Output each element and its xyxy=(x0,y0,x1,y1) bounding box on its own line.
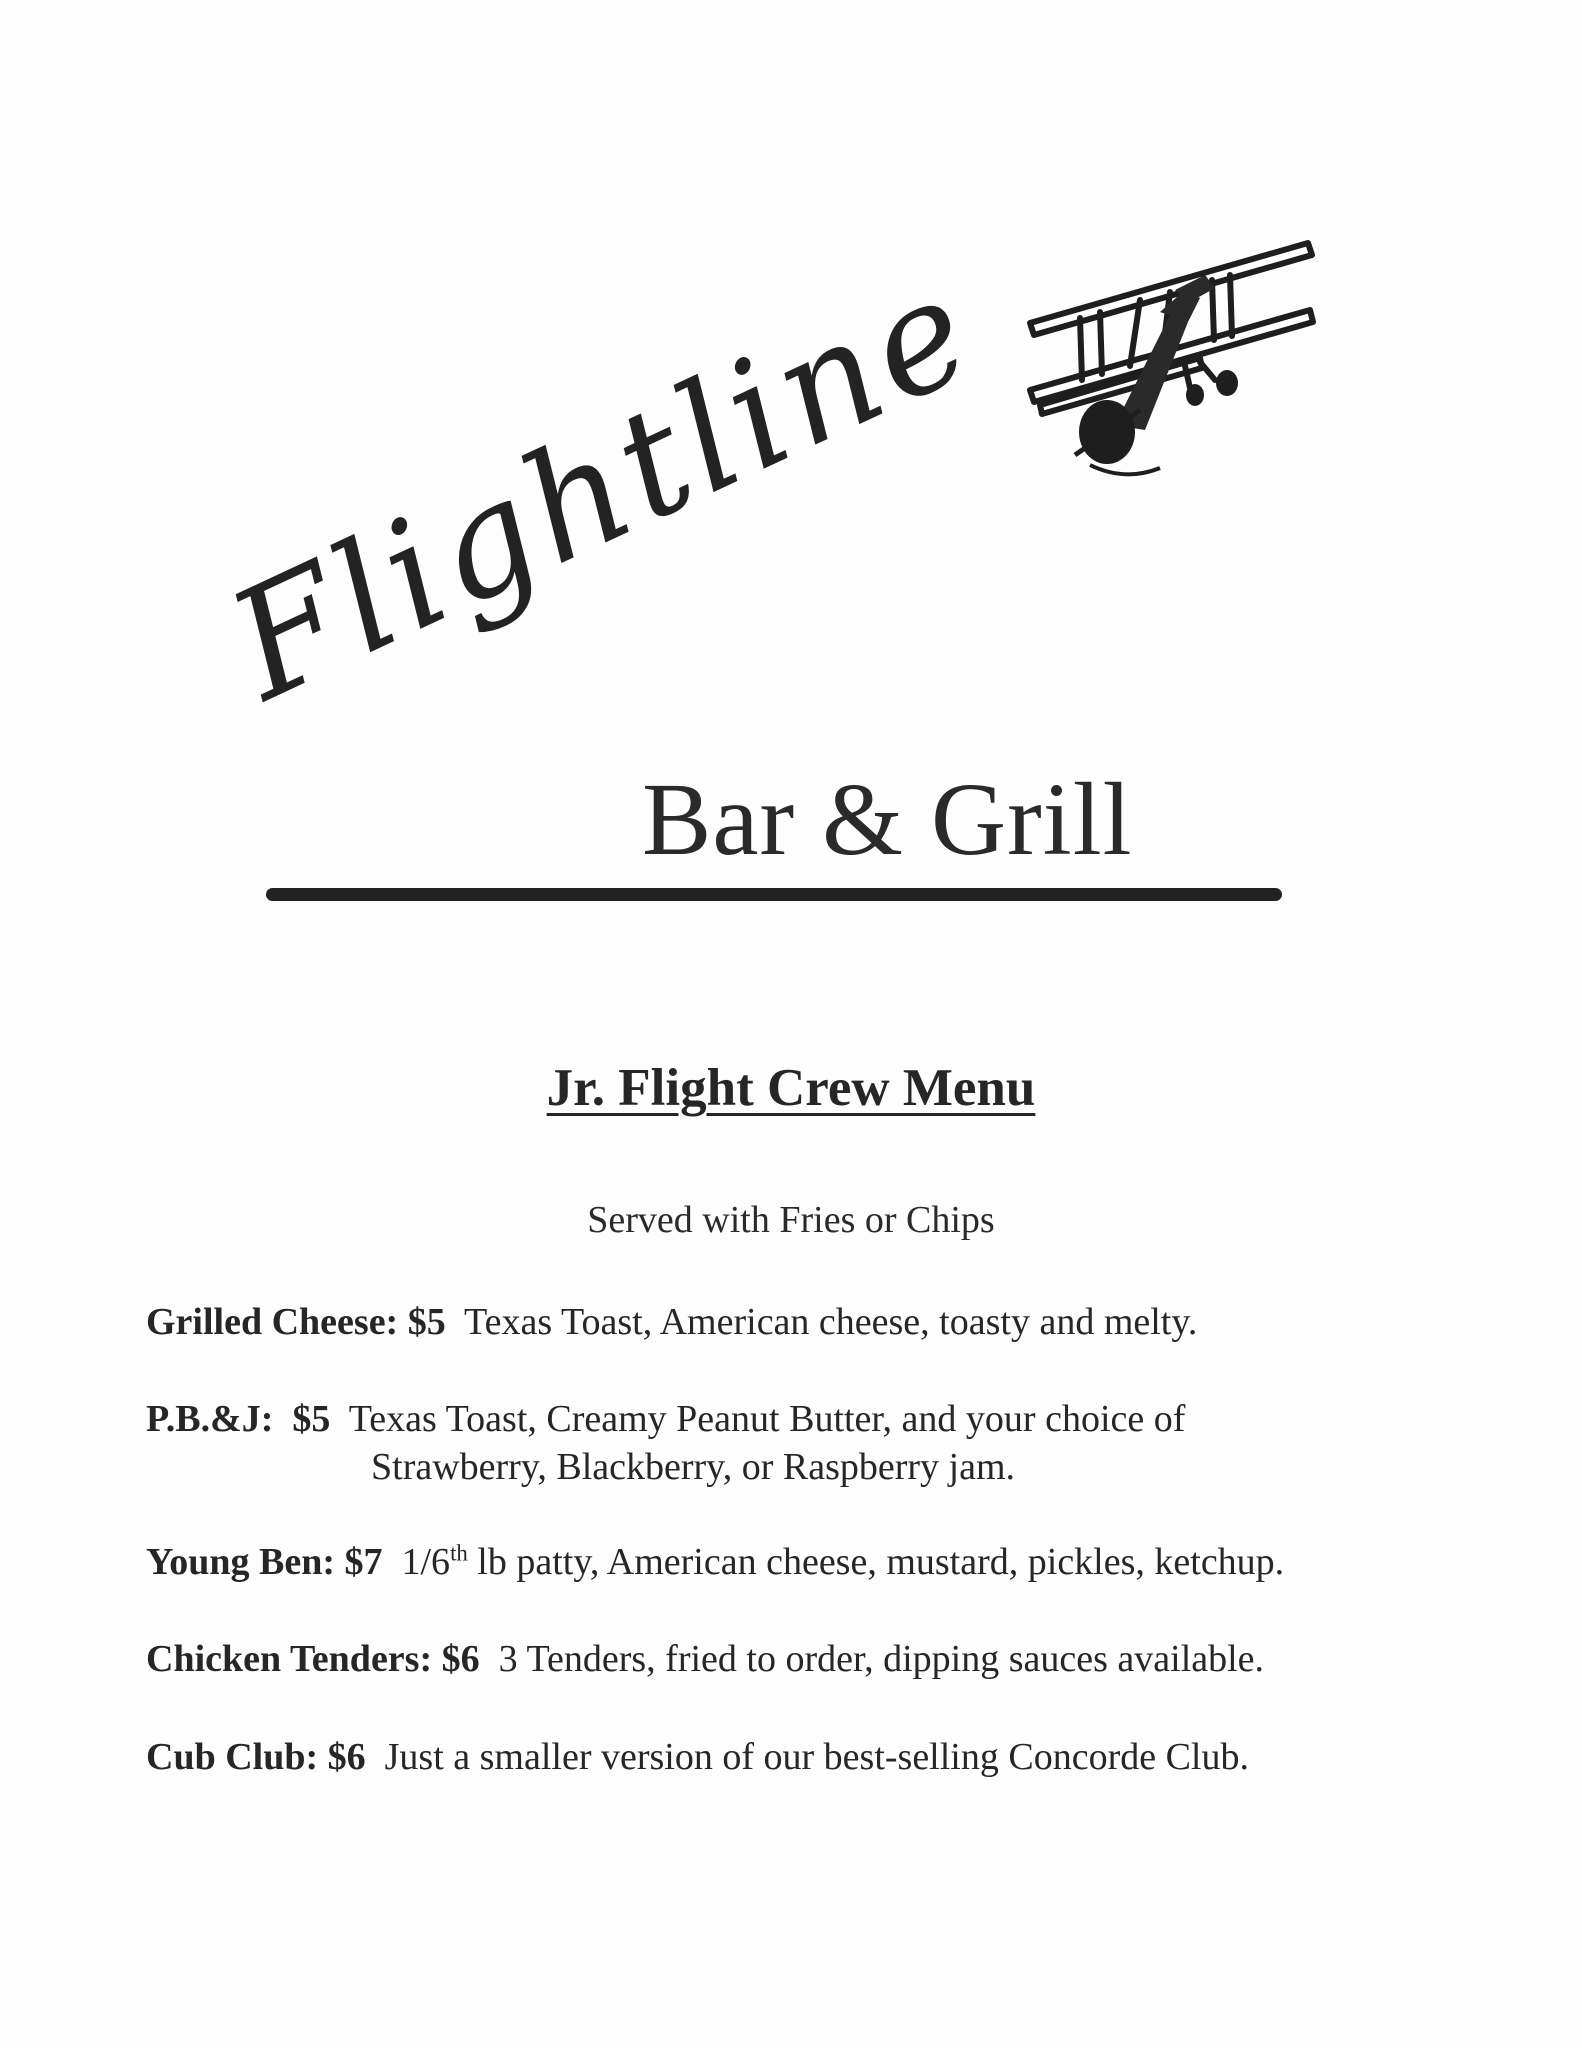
item-price: $5 xyxy=(292,1398,331,1440)
menu-title-text: Jr. Flight Crew Menu xyxy=(546,1059,1036,1117)
item-description: Texas Toast, Creamy Peanut Butter, and your choice of xyxy=(348,1398,1186,1440)
logo-underline xyxy=(266,888,1282,901)
menu-item-chicken-tenders xyxy=(146,1637,1264,1681)
item-name: Young Ben: xyxy=(146,1541,335,1583)
item-description-continued: Strawberry, Blackberry, or Raspberry jam. xyxy=(371,1446,1016,1488)
menu-subtitle: Served with Fries or Chips xyxy=(587,1199,995,1241)
menu-item-grilled-cheese xyxy=(146,1300,1197,1344)
item-description: Texas Toast, American cheese, toasty and melty. xyxy=(464,1301,1198,1343)
item-description: lb patty, American cheese, mustard, pickles, ketchup. xyxy=(477,1541,1285,1583)
item-price: $5 xyxy=(407,1301,446,1343)
item-price: $7 xyxy=(344,1541,383,1583)
brand-script xyxy=(206,240,1000,734)
item-description: Just a smaller version of our best-selling Concorde Club. xyxy=(384,1736,1249,1778)
item-name: Chicken Tenders: xyxy=(146,1638,433,1680)
item-price: $6 xyxy=(327,1736,366,1778)
item-price: $6 xyxy=(441,1638,480,1680)
item-name: Grilled Cheese: xyxy=(146,1301,399,1343)
menu-item-pbj xyxy=(146,1397,1185,1489)
brand-subtitle: Bar & Grill xyxy=(642,762,1133,877)
item-description-superscript: th xyxy=(450,1540,468,1566)
menu-item-young-ben xyxy=(146,1540,1284,1584)
menu-title xyxy=(0,1058,1582,1118)
item-name: P.B.&J: xyxy=(146,1398,274,1440)
item-description-fraction: 1/6 xyxy=(401,1541,451,1583)
item-description: 3 Tenders, fried to order, dipping sauces available. xyxy=(498,1638,1265,1680)
menu-item-cub-club xyxy=(146,1735,1249,1779)
item-name: Cub Club: xyxy=(146,1736,319,1778)
brand-name: Flightline xyxy=(206,240,1000,734)
flightline-logo xyxy=(206,230,1360,930)
